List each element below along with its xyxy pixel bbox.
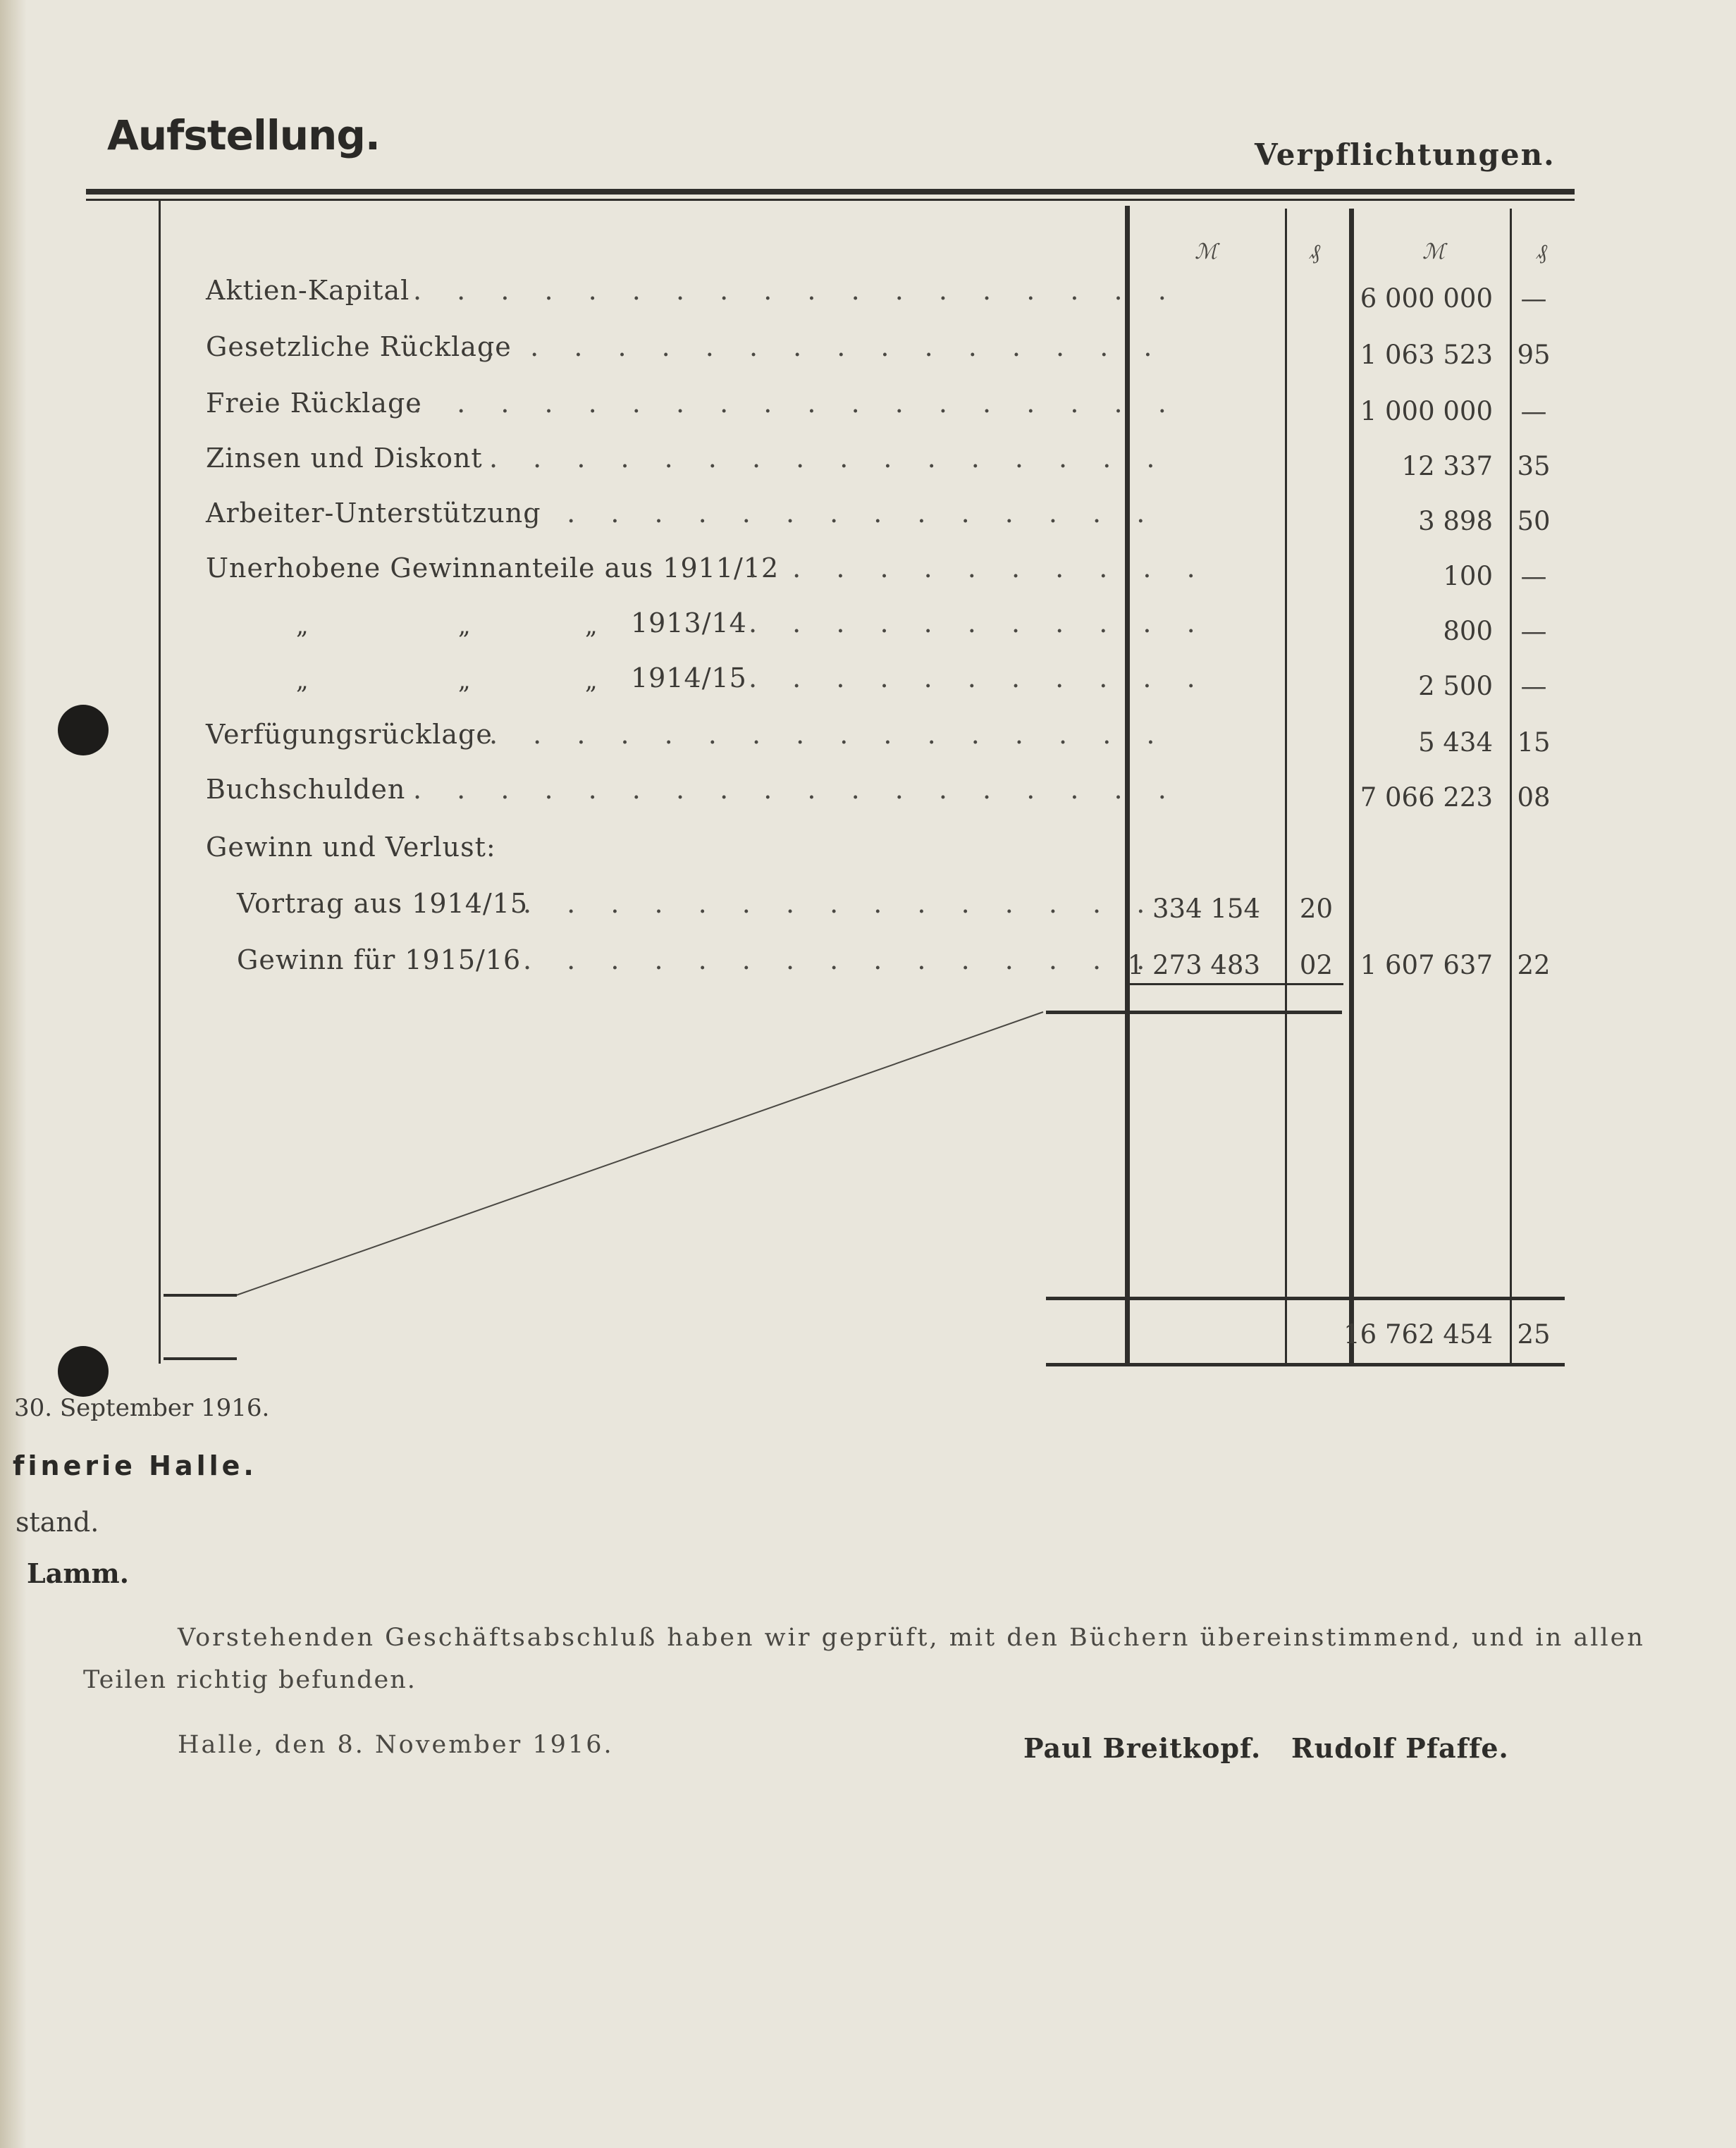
left-short-rule: [164, 1294, 237, 1297]
row-label-year-1913-14: 1913/14: [631, 607, 747, 638]
row-value-mark: 12 337: [1401, 451, 1493, 481]
leader-dots: . . . . . . . . . . . . . . .: [523, 888, 1159, 919]
row-value-pfennig: 22: [1517, 950, 1551, 980]
row-label-vortrag: Vortrag aus 1914/15: [237, 888, 529, 919]
page-title-right: Verpflichtungen.: [1255, 137, 1556, 172]
row-label-verfuegungsruecklage: Verfügungsrücklage: [206, 719, 493, 750]
row-value-mark: 1 063 523: [1360, 340, 1493, 370]
row-value-pfennig-sub: 20: [1299, 894, 1333, 924]
fragment-date: 30. September 1916.: [14, 1394, 270, 1422]
leader-dots: . . . . . . . . . . . . . . .: [523, 498, 1159, 529]
leader-dots: . . . . . . . . . . . . . . . . . .: [413, 388, 1180, 419]
leader-dots: . . . . . . . . . . . . . . . .: [486, 331, 1166, 362]
currency-mark-header-1: ℳ: [1195, 240, 1218, 264]
row-value-mark: 2 500: [1418, 671, 1493, 701]
audit-place-date: Halle, den 8. November 1916.: [178, 1731, 614, 1759]
row-value-pfennig: —: [1520, 561, 1547, 591]
row-value-pfennig: 08: [1517, 782, 1551, 813]
row-label-gewinn-1915-16: Gewinn für 1915/16: [237, 944, 522, 975]
total-rule-top: [1046, 1297, 1565, 1300]
page-title-left: Aufstellung.: [107, 111, 380, 159]
ditto-mark: „: [296, 612, 309, 640]
ditto-mark: „: [458, 612, 471, 640]
total-pfennig: 25: [1517, 1319, 1551, 1350]
audit-text-line-2: Teilen richtig befunden.: [83, 1666, 417, 1694]
row-value-pfennig: —: [1520, 396, 1547, 426]
row-value-mark: 3 898: [1418, 506, 1493, 536]
ditto-mark: „: [585, 667, 598, 695]
leader-dots: . . . . . . . . . . . . . . . .: [489, 443, 1169, 474]
row-label-gesetzliche-ruecklage: Gesetzliche Rücklage: [206, 331, 512, 362]
total-rule-bottom: [1046, 1363, 1565, 1366]
punch-hole: [58, 1346, 109, 1397]
leader-dots: . . . . . . . . . . .: [749, 607, 1209, 638]
leader-dots: . . . . . . . . . . . . . . .: [523, 944, 1159, 975]
ditto-mark: „: [585, 612, 598, 640]
leader-dots: . . . . . . . . . . . . . . . .: [489, 719, 1169, 750]
fragment-stand: stand.: [16, 1507, 99, 1538]
row-value-mark: 5 434: [1418, 727, 1493, 758]
ditto-mark: „: [296, 667, 309, 695]
ditto-mark: „: [458, 667, 471, 695]
leader-dots: . . . . . . . . . . .: [749, 553, 1209, 584]
audit-text-line-1: Vorstehenden Geschäftsabschluß haben wir geprüft, mit den Büchern übereinstimmend, und in allen: [178, 1624, 1645, 1652]
left-short-rule: [164, 1357, 237, 1360]
fragment-company: finerie Halle.: [13, 1450, 257, 1481]
total-mark: 16 762 454: [1343, 1319, 1493, 1350]
leader-dots: . . . . . . . . . . . . . . . . . .: [413, 774, 1180, 805]
row-value-mark: 800: [1443, 616, 1493, 646]
leader-dots: . . . . . . . . . . .: [749, 662, 1209, 693]
row-label-freie-ruecklage: Freie Rücklage: [206, 388, 422, 419]
currency-mark-header-2: ℳ: [1422, 240, 1446, 264]
row-value-pfennig: 15: [1517, 727, 1551, 758]
fragment-name: Lamm.: [27, 1557, 129, 1589]
row-label-aktien-kapital: Aktien-Kapital: [206, 275, 410, 306]
row-label-buchschulden: Buchschulden: [206, 774, 406, 805]
row-value-mark-sub: 1 273 483: [1127, 950, 1260, 980]
row-value-pfennig: —: [1520, 671, 1547, 701]
row-value-pfennig: —: [1520, 283, 1547, 314]
currency-pfennig-header-1: ₰: [1310, 240, 1320, 264]
leader-dots: . . . . . . . . . . . . . . . . . .: [413, 275, 1180, 306]
row-value-pfennig: 50: [1517, 506, 1551, 536]
punch-hole: [58, 705, 109, 755]
currency-pfennig-header-2: ₰: [1537, 240, 1547, 264]
row-label-year-1914-15: 1914/15: [631, 662, 747, 693]
row-value-mark: 100: [1443, 561, 1493, 591]
signature-breitkopf: Paul Breitkopf.: [1023, 1732, 1262, 1764]
row-value-pfennig: —: [1520, 616, 1547, 646]
row-value-mark: 6 000 000: [1360, 283, 1493, 314]
row-value-mark: 7 066 223: [1360, 782, 1493, 813]
row-value-pfennig: 35: [1517, 451, 1551, 481]
signature-pfaffe: Rudolf Pfaffe.: [1291, 1732, 1509, 1764]
row-value-pfennig: 95: [1517, 340, 1551, 370]
row-value-pfennig-sub: 02: [1299, 950, 1333, 980]
row-label-unerhobene-gewinnanteile: Unerhobene Gewinnanteile aus 1911/12: [206, 553, 780, 584]
row-value-mark-sub: 334 154: [1152, 894, 1260, 924]
row-value-mark: 1 000 000: [1360, 396, 1493, 426]
row-label-zinsen-und-diskont: Zinsen und Diskont: [206, 443, 483, 474]
row-label-gewinn-und-verlust: Gewinn und Verlust:: [206, 832, 496, 863]
row-value-mark: 1 607 637: [1360, 950, 1493, 980]
row-label-arbeiter-unterstuetzung: Arbeiter-Unterstützung: [206, 498, 541, 529]
